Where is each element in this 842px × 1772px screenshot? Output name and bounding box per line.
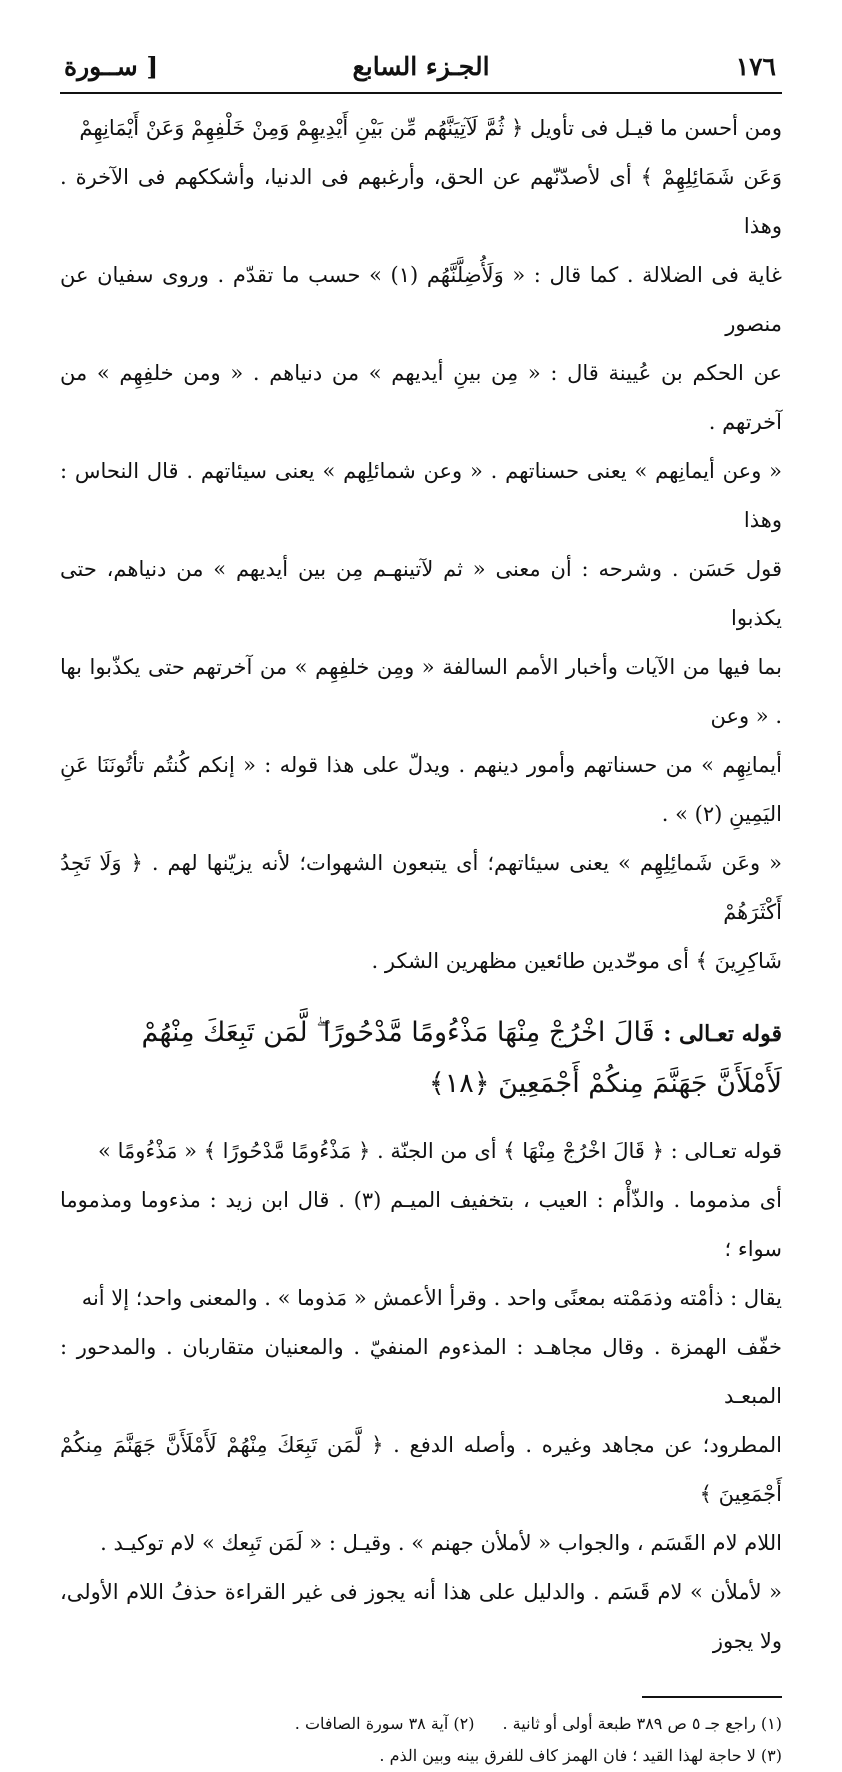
text-line: ومن أحسن ما قيـل فى تأويل ﴿ ثُمَّ لَآتِيَنَّهُم مِّن بَيْنِ أَيْدِيهِمْ وَمِنْ خَلْفِهِمْ وَعَنْ أَيْمَانِهِمْ — [79, 116, 782, 140]
text-line: اللام لام القَسَم ، والجواب « لأملأن جهنم » . وقيـل : « لَمَن تَبِعك » لام توكيـد . — [100, 1531, 782, 1555]
text-line: قوله تعـالى : ﴿ قَالَ اخْرُجْ مِنْهَا ﴾ أى من الجنّة . ﴿ مَذْءُومًا مَّدْحُورًا ﴾ « مَذْءُومًا » — [98, 1139, 782, 1163]
verse-text-1: قَالَ اخْرُجْ مِنْهَا مَذْءُومًا مَّدْحُورًا ۖ لَّمَن تَبِعَكَ مِنْهُمْ — [141, 1017, 655, 1048]
surah-label: [ ســورة — [64, 52, 159, 81]
footnote-row-1 — [60, 1708, 782, 1740]
book-page — [60, 44, 782, 1765]
footnote-1: (١) راجع جـ ٥ ص ٣٨٩ طبعة أولى أو ثانية . — [502, 1714, 782, 1733]
footnote-divider — [642, 1696, 782, 1698]
running-header — [60, 44, 782, 94]
text-line: « وعن أيمانِهم » يعنى حسناتهم . « وعن شمائلِهم » يعنى سيئاتهم . قال النحاس : وهذا — [60, 459, 782, 532]
page-number: ١٧٦ — [735, 52, 776, 81]
text-line: أيمانِهِم » من حسناتهم وأمور دينهم . ويدلّ على هذا قوله : « إنكم كُنتُم تأتُونَنَا عَنِ اليَمِينِ (٢) » . — [60, 753, 782, 826]
part-title: الجـزء السابع — [352, 52, 490, 81]
footnote-2: (٢) آية ٣٨ سورة الصافات . — [294, 1714, 475, 1733]
text-line: المطرود؛ عن مجاهد وغيره . وأصله الدفع . ﴿ لَّمَن تَبِعَكَ مِنْهُمْ لَأَمْلَأَنَّ جَهَنَّمَ مِنكُمْ أَجْمَعِينَ ﴾ — [60, 1433, 782, 1506]
text-line: قول حَسَن . وشرحه : أن معنى « ثم لآتينهـم مِن بين أيديهم » من دنياهم، حتى يكذبوا — [60, 557, 782, 630]
quran-verse — [60, 1008, 782, 1109]
text-line: « لأملأن » لام قَسَم . والدليل على هذا أنه يجوز فى غير القراءة حذفُ اللام الأولى، ولا يجوز — [60, 1580, 782, 1653]
text-line: غاية فى الضلالة . كما قال : « وَلَأُضِلَّنَّهُم (١) » حسب ما تقدّم . وروى سفيان عن منصور — [60, 263, 782, 336]
commentary-section-2 — [60, 1127, 782, 1666]
text-line: « وعَن شَمائِلِهِم » يعنى سيئاتهم؛ أى يتبعون الشهوات؛ لأنه يزيّنها لهم . ﴿ وَلَا تَجِدُ أَكْثَرَهُمْ — [60, 851, 782, 924]
footnotes — [60, 1708, 782, 1772]
commentary-section-1 — [60, 104, 782, 986]
verse-line-2: لَأَمْلَأَنَّ جَهَنَّمَ مِنكُمْ أَجْمَعِينَ ﴿١٨﴾ — [428, 1068, 782, 1099]
text-line: يقال : ذأمْته وذمَمْته بمعنًى واحد . وقرأ الأعمش « مَذوما » . والمعنى واحد؛ إلا أنه — [81, 1286, 782, 1310]
text-line: شَاكِرِينَ ﴾ أى موحّدين طائعين مظهرين الشكر . — [371, 949, 782, 973]
text-line: أى مذموما . والذّأْم : العيب ، بتخفيف الميـم (٣) . قال ابن زيد : مذءوما ومذموما سواء ؛ — [60, 1188, 782, 1261]
verse-intro: قوله تعـالى : — [663, 1021, 782, 1047]
text-line: خفّف الهمزة . وقال مجاهـد : المذءوم المنفيّ . والمعنيان متقاربان . والمدحور : المبعـد — [60, 1335, 782, 1408]
verse-line-1 — [60, 1008, 782, 1059]
footnote-row-2 — [60, 1740, 782, 1772]
footnote-3: (٣) لا حاجة لهذا القيد ؛ فان الهمز كاف للفرق بينه وبين الذم . — [379, 1746, 782, 1765]
text-line: بما فيها من الآيات وأخبار الأمم السالفة « ومِن خلفِهِم » من آخرتهم حتى يكذّبوا بها . « وعن — [60, 655, 782, 728]
text-line: وَعَن شَمَائِلِهِمْ ﴾ أى لأصدّنّهم عن الحق، وأرغبهم فى الدنيا، وأشككهم فى الآخرة . وهذا — [60, 165, 782, 238]
text-line: عن الحكم بن عُيينة قال : « مِن بينِ أيديهم » من دنياهم . « ومن خلفِهِم » من آخرتهم . — [60, 361, 782, 434]
